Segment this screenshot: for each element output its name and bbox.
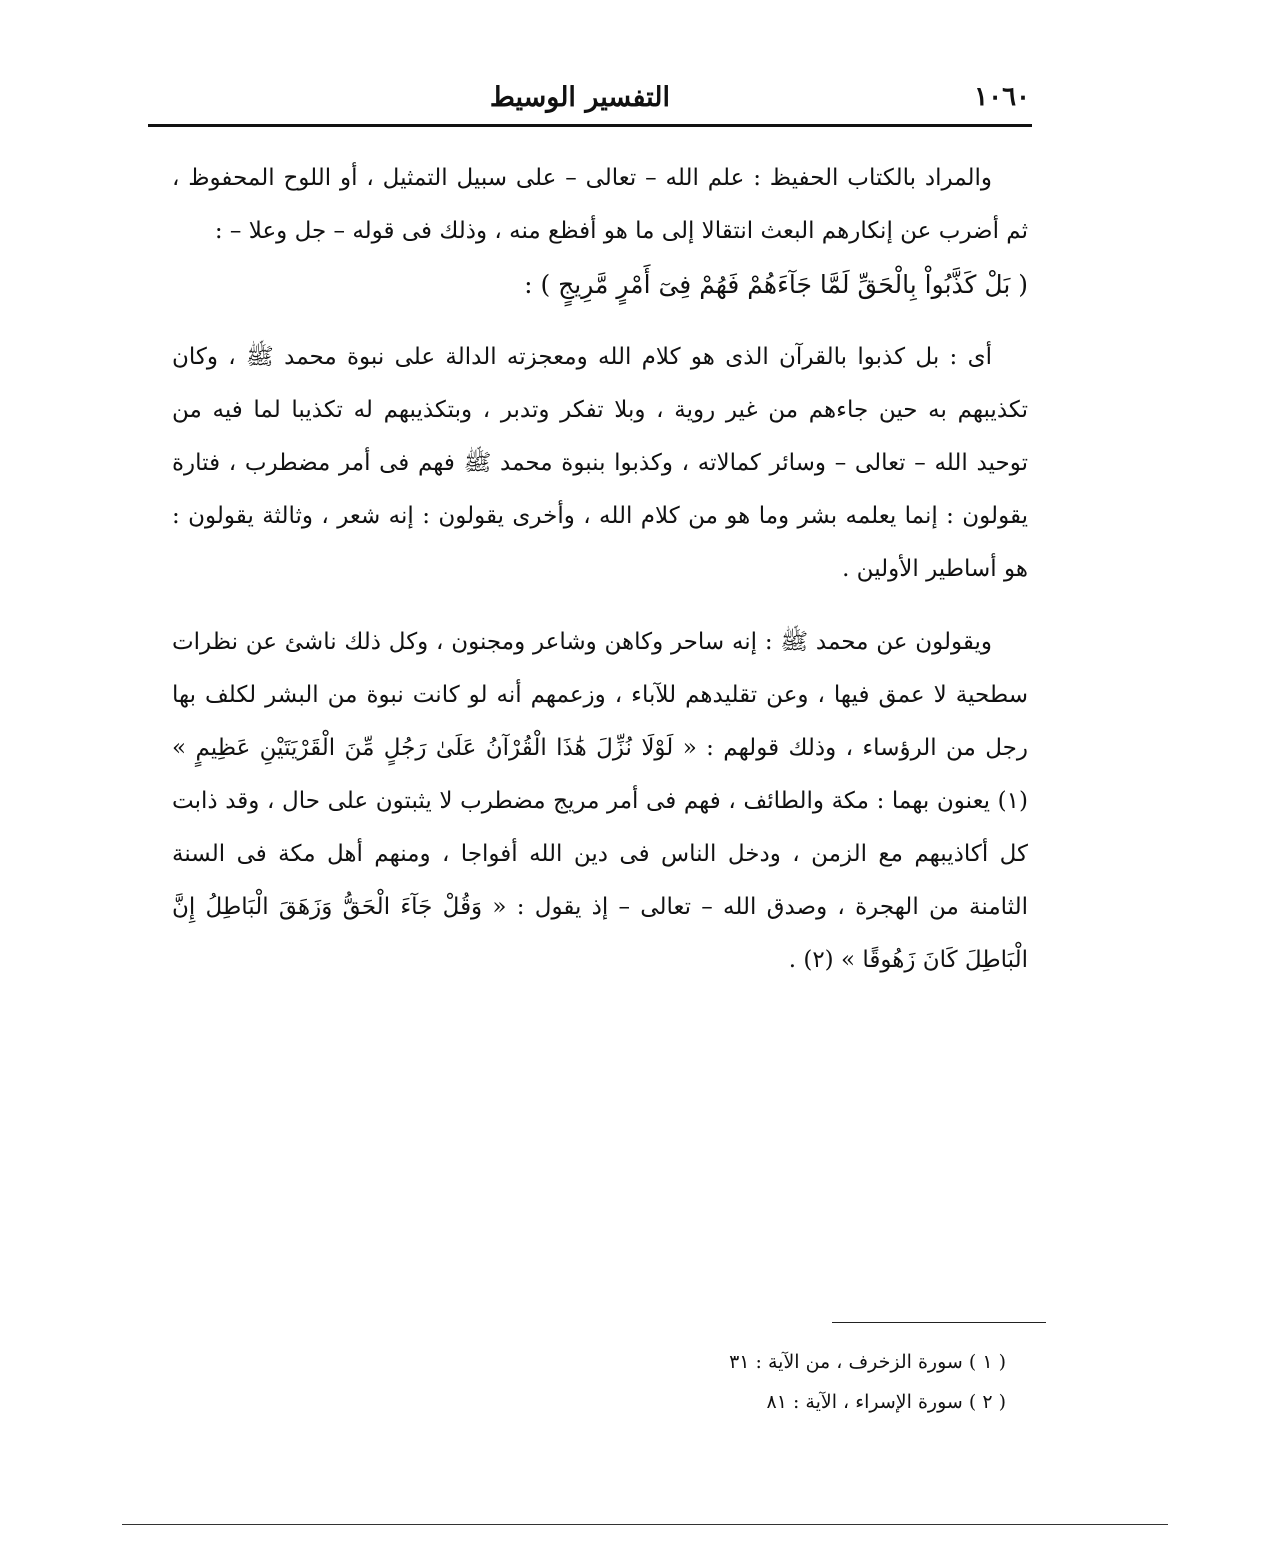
header-rule <box>148 124 1032 127</box>
footnote-rule <box>832 1322 1046 1323</box>
footnotes <box>520 1342 1006 1422</box>
footnote-1: ( ١ ) سورة الزخرف ، من الآية : ٣١ <box>729 1351 1006 1373</box>
running-title: التفسير الوسيط <box>489 82 670 113</box>
paragraph-3: ويقولون عن محمد ﷺ : إنه ساحر وكاهن وشاعر ومجنون ، وكل ذلك ناشئ عن نظرات سطحية لا عمق فيها ، وعن تقليدهم للآباء ، وزعمهم أنه لو كانت نبوة من البشر لكلف بها رجل من الرؤساء ، وذلك قولهم : « لَوْلَا نُزِّلَ هَٰذَا الْقُرْآنُ عَلَىٰ رَجُلٍ مِّنَ الْقَرْيَتَيْنِ عَظِيمٍ » (١) يعنون بهما : مكة والطائف ، فهم فى أمر مريج مضطرب لا يثبتون على حال ، وقد ذابت كل أكاذيبهم مع الزمن ، ودخل الناس فى دين الله أفواجا ، ومنهم أهل مكة فى السنة الثامنة من الهجرة ، وصدق الله – تعالى – إذ يقول : « وَقُلْ جَآءَ الْحَقُّ وَزَهَقَ الْبَاطِلُ إِنَّ الْبَاطِلَ كَانَ زَهُوقًا » (٢) . <box>172 629 1028 973</box>
page-number: ١٠٦٠ <box>974 82 1030 112</box>
paragraph-2: أى : بل كذبوا بالقرآن الذى هو كلام الله ومعجزته الدالة على نبوة محمد ﷺ ، وكان تكذيبهم به حين جاءهم من غير روية ، وبلا تفكر وتدبر ، وبتكذيبهم له تكذيبا لما فيه من توحيد الله – تعالى – وسائر كمالاته ، وكذبوا بنبوة محمد ﷺ فهم فى أمر مضطرب ، فتارة يقولون : إنما يعلمه بشر وما هو من كلام الله ، وأخرى يقولون : إنه شعر ، وثالثة يقولون : هو أساطير الأولين . <box>172 344 1028 582</box>
body-text <box>172 152 1028 987</box>
footnote-2: ( ٢ ) سورة الإسراء ، الآية : ٨١ <box>766 1391 1006 1413</box>
quran-verse: ( بَلْ كَذَّبُواْ بِالْحَقِّ لَمَّا جَآءَهُمْ فَهُمْ فِىٓ أَمْرٍ مَّرِيجٍ ) : <box>524 270 1028 299</box>
page-header <box>150 82 1030 122</box>
bottom-rule <box>122 1524 1168 1525</box>
paragraph-1: والمراد بالكتاب الحفيظ : علم الله – تعالى – على سبيل التمثيل ، أو اللوح المحفوظ ، ثم أضرب عن إنكارهم البعث انتقالا إلى ما هو أفظع منه ، وذلك فى قوله – جل وعلا – : <box>172 165 1028 244</box>
